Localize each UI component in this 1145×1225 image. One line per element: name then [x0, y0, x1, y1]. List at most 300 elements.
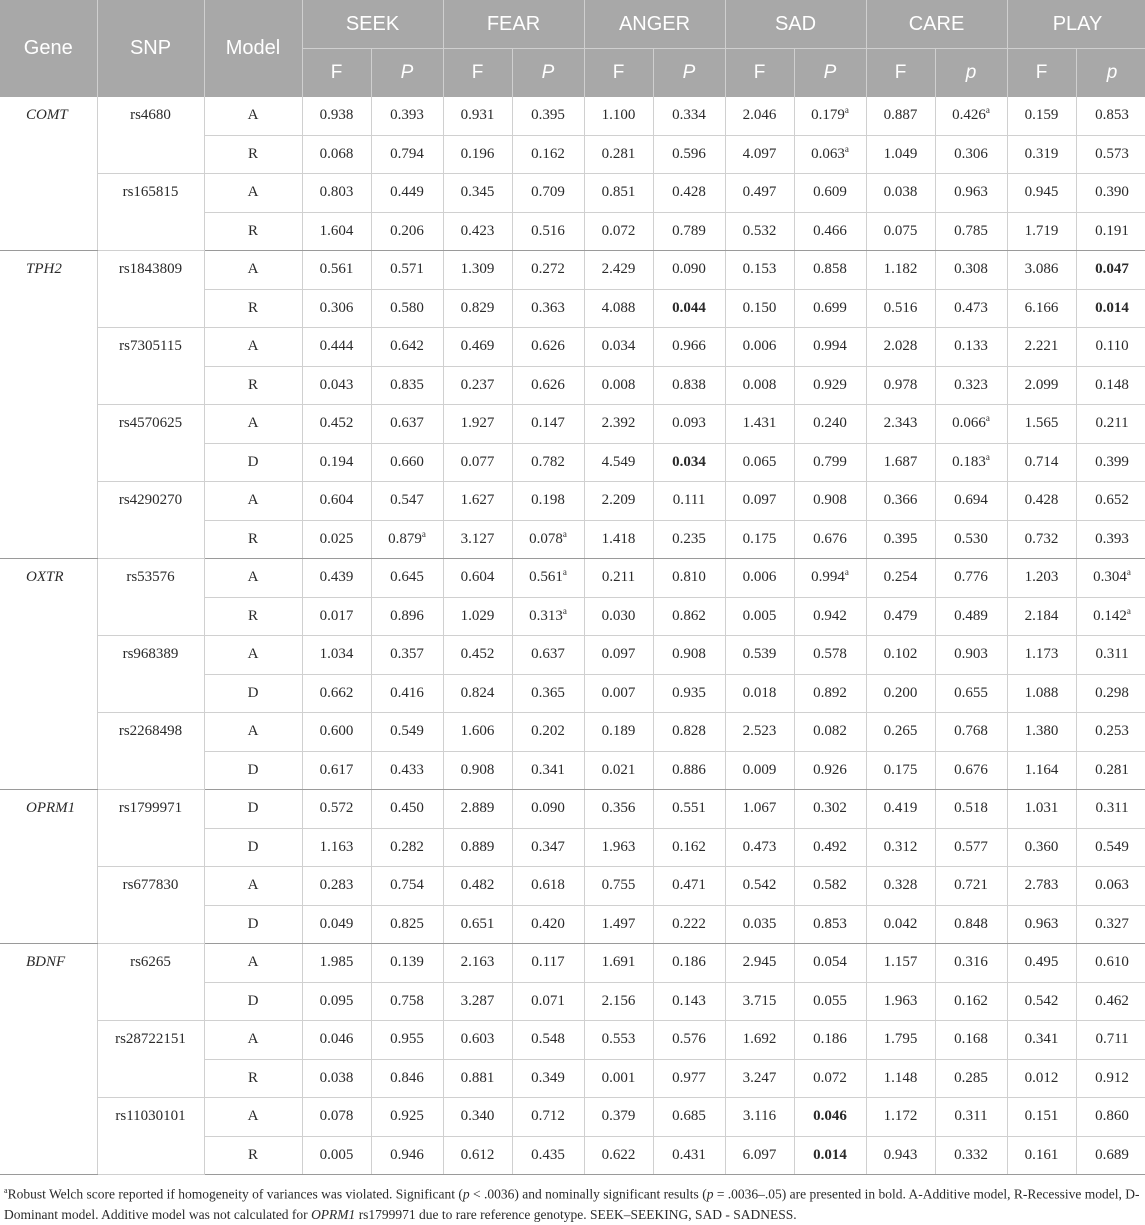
f-value-cell	[725, 751, 794, 790]
f-value: 0.175	[883, 761, 918, 778]
p-value-cell	[371, 597, 443, 636]
p-value: 0.699	[813, 299, 847, 316]
f-value-cell	[725, 828, 794, 867]
model-cell: A	[204, 482, 302, 521]
f-value-cell	[866, 212, 935, 251]
header-trait-care: CARE	[866, 0, 1007, 49]
p-value: 0.489	[954, 607, 988, 624]
f-value: 0.887	[883, 107, 918, 124]
p-value: 0.349	[531, 1069, 565, 1086]
p-value-cell	[371, 713, 443, 752]
f-value: 0.151	[1024, 1108, 1059, 1125]
f-value-cell	[443, 1021, 512, 1060]
p-value-cell	[653, 674, 725, 713]
p-value-cell	[794, 751, 866, 790]
f-value-cell	[866, 636, 935, 675]
f-value: 1.497	[601, 915, 636, 932]
p-value: 0.994	[811, 569, 845, 586]
p-value-cell	[512, 289, 584, 328]
f-value-cell	[1007, 97, 1076, 135]
f-value-cell	[866, 905, 935, 944]
model-cell: A	[204, 1021, 302, 1060]
f-value-cell	[443, 135, 512, 174]
model-cell: A	[204, 251, 302, 290]
p-value: 0.014	[813, 1146, 847, 1163]
f-value: 2.523	[742, 723, 777, 740]
f-value-cell	[443, 713, 512, 752]
p-value-cell	[794, 482, 866, 521]
p-value: 0.399	[1095, 453, 1129, 470]
f-value: 0.824	[460, 684, 495, 701]
p-value-cell	[1076, 405, 1145, 444]
f-value-cell	[584, 636, 653, 675]
f-value: 1.049	[883, 145, 918, 162]
snp-cell: rs11030101	[97, 1098, 204, 1175]
f-value-cell	[725, 251, 794, 290]
p-value: 0.946	[390, 1146, 424, 1163]
snp-cell: rs53576	[97, 559, 204, 636]
f-value-cell	[866, 135, 935, 174]
f-value: 0.356	[601, 800, 636, 817]
p-value-cell	[935, 597, 1007, 636]
p-value-cell	[935, 636, 1007, 675]
f-value: 0.539	[742, 646, 777, 663]
f-value-cell	[725, 905, 794, 944]
p-value: 0.789	[672, 222, 706, 239]
p-value-cell	[371, 1059, 443, 1098]
model-cell: A	[204, 636, 302, 675]
p-value: 0.072	[813, 1069, 847, 1086]
model-cell: R	[204, 520, 302, 559]
f-value-cell	[1007, 1136, 1076, 1175]
f-value-cell	[725, 366, 794, 405]
p-value: 0.332	[954, 1146, 988, 1163]
p-value: 0.054	[813, 954, 847, 971]
p-value-cell	[371, 97, 443, 135]
f-value: 0.312	[883, 838, 918, 855]
f-value: 1.067	[742, 800, 777, 817]
table-row	[0, 251, 1145, 290]
p-value: 0.908	[813, 492, 847, 509]
p-value-cell	[1076, 135, 1145, 174]
f-value-cell	[725, 174, 794, 213]
f-value-cell	[866, 405, 935, 444]
f-value: 0.034	[601, 338, 636, 355]
model-cell: A	[204, 328, 302, 367]
f-value: 0.603	[460, 1031, 495, 1048]
p-value: 0.311	[954, 1108, 988, 1125]
f-value-cell	[584, 944, 653, 983]
p-value: 0.610	[1095, 954, 1129, 971]
p-value-cell	[371, 328, 443, 367]
p-value-cell	[371, 405, 443, 444]
p-value: 0.206	[390, 222, 424, 239]
f-value: 0.009	[742, 761, 777, 778]
p-value: 0.133	[954, 338, 988, 355]
f-value-cell	[584, 713, 653, 752]
header-p: p	[1076, 49, 1145, 98]
p-value: 0.078	[529, 530, 563, 547]
f-value-cell	[302, 636, 371, 675]
f-value-cell	[302, 289, 371, 328]
f-value: 2.163	[460, 954, 495, 971]
f-value-cell	[302, 135, 371, 174]
p-value-cell	[794, 944, 866, 983]
f-value: 0.452	[319, 415, 354, 432]
f-value: 0.755	[601, 877, 636, 894]
p-value: 0.955	[390, 1031, 424, 1048]
p-value: 0.626	[531, 338, 565, 355]
f-value-cell	[1007, 482, 1076, 521]
f-value: 6.166	[1024, 299, 1059, 316]
f-value: 0.078	[319, 1108, 354, 1125]
f-value: 2.046	[742, 107, 777, 124]
p-value: 0.341	[531, 761, 565, 778]
p-value: 0.162	[531, 145, 565, 162]
p-value: 0.903	[954, 646, 988, 663]
f-value-cell	[302, 1098, 371, 1137]
p-value: 0.676	[813, 530, 847, 547]
f-value: 1.604	[319, 222, 354, 239]
p-value: 0.896	[390, 607, 424, 624]
p-value-cell	[935, 982, 1007, 1021]
f-value: 1.418	[601, 530, 636, 547]
table-row	[0, 790, 1145, 829]
p-value-cell	[653, 713, 725, 752]
p-value: 0.848	[954, 915, 988, 932]
f-value: 0.102	[883, 646, 918, 663]
p-value: 0.655	[954, 684, 988, 701]
p-value-cell	[794, 982, 866, 1021]
f-value: 0.943	[883, 1146, 918, 1163]
f-value: 0.306	[319, 299, 354, 316]
f-value-cell	[1007, 212, 1076, 251]
p-value-cell	[512, 251, 584, 290]
p-value-cell	[1076, 1136, 1145, 1175]
table-row	[0, 1098, 1145, 1137]
f-value: 0.175	[742, 530, 777, 547]
p-value-cell	[371, 828, 443, 867]
p-value: 0.420	[531, 915, 565, 932]
f-value: 1.565	[1024, 415, 1059, 432]
f-value: 0.561	[319, 261, 354, 278]
f-value: 1.719	[1024, 222, 1059, 239]
f-value-cell	[1007, 982, 1076, 1021]
p-value-cell	[512, 1021, 584, 1060]
snp-cell: rs4680	[97, 97, 204, 174]
p-value: 0.168	[954, 1031, 988, 1048]
p-value: 0.935	[672, 684, 706, 701]
f-value-cell	[866, 944, 935, 983]
f-value-cell	[443, 482, 512, 521]
p-value-cell	[512, 174, 584, 213]
f-value-cell	[443, 1059, 512, 1098]
f-value-cell	[443, 366, 512, 405]
f-value-cell	[1007, 1021, 1076, 1060]
p-value: 0.642	[390, 338, 424, 355]
p-value-cell	[935, 1021, 1007, 1060]
p-value-cell	[935, 1136, 1007, 1175]
snp-cell: rs7305115	[97, 328, 204, 405]
f-value: 2.945	[742, 954, 777, 971]
f-value: 1.691	[601, 954, 636, 971]
p-value: 0.473	[954, 299, 988, 316]
f-value: 0.097	[742, 492, 777, 509]
p-value: 0.063	[811, 145, 845, 162]
p-value-cell	[794, 867, 866, 906]
p-value-cell	[653, 97, 725, 135]
f-value-cell	[1007, 251, 1076, 290]
f-value: 0.600	[319, 723, 354, 740]
p-value: 0.966	[672, 338, 706, 355]
f-value: 1.927	[460, 415, 495, 432]
f-value: 1.100	[601, 107, 636, 124]
p-value-cell	[653, 1059, 725, 1098]
f-value-cell	[1007, 674, 1076, 713]
p-value: 0.551	[672, 800, 706, 817]
f-value: 0.495	[1024, 954, 1059, 971]
p-value: 0.304	[1093, 569, 1127, 586]
p-value: 0.838	[672, 376, 706, 393]
p-value: 0.794	[390, 145, 424, 162]
f-value-cell	[584, 751, 653, 790]
f-value: 2.221	[1024, 338, 1059, 355]
f-value-cell	[443, 443, 512, 482]
f-value: 0.963	[1024, 915, 1059, 932]
header-model: Model	[204, 0, 302, 97]
p-value-cell	[794, 636, 866, 675]
f-value: 0.161	[1024, 1146, 1059, 1163]
p-value: 0.942	[813, 607, 847, 624]
p-value: 0.066	[952, 415, 986, 432]
p-value-cell	[371, 135, 443, 174]
f-value: 0.829	[460, 299, 495, 316]
p-value-cell	[512, 828, 584, 867]
p-value-cell	[1076, 713, 1145, 752]
p-value: 0.571	[390, 261, 424, 278]
p-value-cell	[935, 97, 1007, 135]
p-value-cell	[371, 674, 443, 713]
f-value: 1.627	[460, 492, 495, 509]
p-value: 0.395	[531, 107, 565, 124]
header-trait-seek: SEEK	[302, 0, 443, 49]
p-value-cell	[371, 212, 443, 251]
f-value-cell	[1007, 1059, 1076, 1098]
f-value-cell	[725, 1059, 794, 1098]
p-value-cell	[653, 828, 725, 867]
p-value-cell	[794, 597, 866, 636]
p-value: 0.363	[531, 299, 565, 316]
p-value-cell	[1076, 97, 1145, 135]
p-value: 0.298	[1095, 684, 1129, 701]
f-value-cell	[1007, 520, 1076, 559]
p-value: 0.302	[813, 800, 847, 817]
p-value-cell	[794, 828, 866, 867]
p-value: 0.272	[531, 261, 565, 278]
f-value: 0.189	[601, 723, 636, 740]
header-snp: SNP	[97, 0, 204, 97]
f-value-cell	[1007, 443, 1076, 482]
f-value-cell	[584, 559, 653, 598]
p-value: 0.782	[531, 453, 565, 470]
p-value: 0.431	[672, 1146, 706, 1163]
f-value: 0.077	[460, 453, 495, 470]
f-value: 0.043	[319, 376, 354, 393]
f-value-cell	[1007, 135, 1076, 174]
p-value: 0.198	[531, 492, 565, 509]
p-value-cell	[1076, 328, 1145, 367]
p-value: 0.110	[1095, 338, 1129, 355]
f-value-cell	[443, 289, 512, 328]
model-cell: A	[204, 867, 302, 906]
p-value: 0.313	[529, 607, 563, 624]
p-value-cell	[371, 1021, 443, 1060]
f-value: 0.452	[460, 646, 495, 663]
p-value: 0.240	[813, 415, 847, 432]
p-value: 0.776	[954, 569, 988, 586]
model-cell: D	[204, 905, 302, 944]
p-value-cell	[371, 751, 443, 790]
p-value: 0.253	[1095, 723, 1129, 740]
model-cell: A	[204, 713, 302, 752]
f-value-cell	[443, 867, 512, 906]
f-value: 0.237	[460, 376, 495, 393]
p-value-cell	[935, 328, 1007, 367]
f-value-cell	[302, 1059, 371, 1098]
f-value-cell	[302, 328, 371, 367]
p-value-cell	[794, 790, 866, 829]
f-value: 0.516	[883, 299, 918, 316]
f-value: 1.163	[319, 838, 354, 855]
f-value-cell	[302, 751, 371, 790]
f-value-cell	[866, 97, 935, 135]
model-cell: D	[204, 674, 302, 713]
p-value: 0.926	[813, 761, 847, 778]
p-value-cell	[371, 174, 443, 213]
footnote-text: < .0036) and nominally significant results (	[469, 1186, 707, 1202]
p-value-cell	[371, 944, 443, 983]
f-value: 0.439	[319, 569, 354, 586]
p-value-cell	[653, 289, 725, 328]
p-value-cell	[371, 1136, 443, 1175]
f-value-cell	[866, 1098, 935, 1137]
p-value: 0.754	[390, 877, 424, 894]
p-value: 0.549	[1095, 838, 1129, 855]
gene-cell: OPRM1	[0, 790, 97, 944]
p-value: 0.963	[954, 184, 988, 201]
p-value-cell	[935, 1098, 1007, 1137]
p-value: 0.191	[1095, 222, 1129, 239]
p-value-cell	[1076, 1059, 1145, 1098]
f-value-cell	[584, 1059, 653, 1098]
f-value: 0.889	[460, 838, 495, 855]
f-value-cell	[866, 328, 935, 367]
p-value-cell	[512, 212, 584, 251]
f-value: 0.945	[1024, 184, 1059, 201]
p-value-cell	[794, 405, 866, 444]
p-value-cell	[512, 482, 584, 521]
p-value-cell	[512, 751, 584, 790]
f-value: 0.012	[1024, 1069, 1059, 1086]
p-value-cell	[935, 674, 1007, 713]
p-value: 0.637	[531, 646, 565, 663]
p-value: 0.879	[388, 530, 422, 547]
p-value-cell	[371, 790, 443, 829]
p-value-cell	[794, 905, 866, 944]
footnote-gene: OPRM1	[311, 1206, 356, 1222]
p-value: 0.393	[1095, 530, 1129, 547]
header-p: P	[371, 49, 443, 98]
p-value-cell	[653, 482, 725, 521]
p-value-cell	[1076, 559, 1145, 598]
model-cell: D	[204, 443, 302, 482]
p-value: 0.578	[813, 646, 847, 663]
f-value: 0.622	[601, 1146, 636, 1163]
p-value: 0.044	[672, 299, 706, 316]
f-value: 1.606	[460, 723, 495, 740]
f-value-cell	[302, 790, 371, 829]
f-value: 0.018	[742, 684, 777, 701]
f-value: 4.549	[601, 453, 636, 470]
f-value: 0.908	[460, 761, 495, 778]
f-value: 0.008	[742, 376, 777, 393]
p-value-cell	[512, 328, 584, 367]
p-value: 0.573	[1095, 145, 1129, 162]
f-value: 3.247	[742, 1069, 777, 1086]
p-value-cell	[794, 212, 866, 251]
f-value-cell	[1007, 905, 1076, 944]
p-value-cell	[1076, 443, 1145, 482]
f-value-cell	[866, 443, 935, 482]
p-value: 0.549	[390, 723, 424, 740]
f-value: 0.662	[319, 684, 354, 701]
f-value-cell	[443, 97, 512, 135]
f-value: 3.086	[1024, 261, 1059, 278]
p-value: 0.306	[954, 145, 988, 162]
f-value-cell	[866, 1059, 935, 1098]
p-value-cell	[371, 443, 443, 482]
snp-cell: rs4570625	[97, 405, 204, 482]
f-value-cell	[725, 135, 794, 174]
snp-cell: rs28722151	[97, 1021, 204, 1098]
table-footnote	[0, 1175, 1145, 1225]
f-value: 1.963	[883, 992, 918, 1009]
p-value-cell	[935, 251, 1007, 290]
p-value: 0.860	[1095, 1108, 1129, 1125]
f-value: 0.265	[883, 723, 918, 740]
header-trait-sad: SAD	[725, 0, 866, 49]
p-value: 0.093	[672, 415, 706, 432]
p-value: 0.416	[390, 684, 424, 701]
p-value: 0.929	[813, 376, 847, 393]
snp-cell: rs677830	[97, 867, 204, 944]
f-value-cell	[866, 867, 935, 906]
f-value: 1.687	[883, 453, 918, 470]
f-value-cell	[302, 559, 371, 598]
f-value: 0.542	[742, 877, 777, 894]
p-value-cell	[794, 520, 866, 559]
p-value: 0.282	[390, 838, 424, 855]
p-value-cell	[1076, 636, 1145, 675]
f-value: 0.732	[1024, 530, 1059, 547]
f-value: 6.097	[742, 1146, 777, 1163]
p-value-cell	[935, 135, 1007, 174]
p-value-cell	[794, 328, 866, 367]
p-value: 0.711	[1095, 1031, 1129, 1048]
f-value: 2.392	[601, 415, 636, 432]
p-value: 0.721	[954, 877, 988, 894]
f-value: 0.283	[319, 877, 354, 894]
